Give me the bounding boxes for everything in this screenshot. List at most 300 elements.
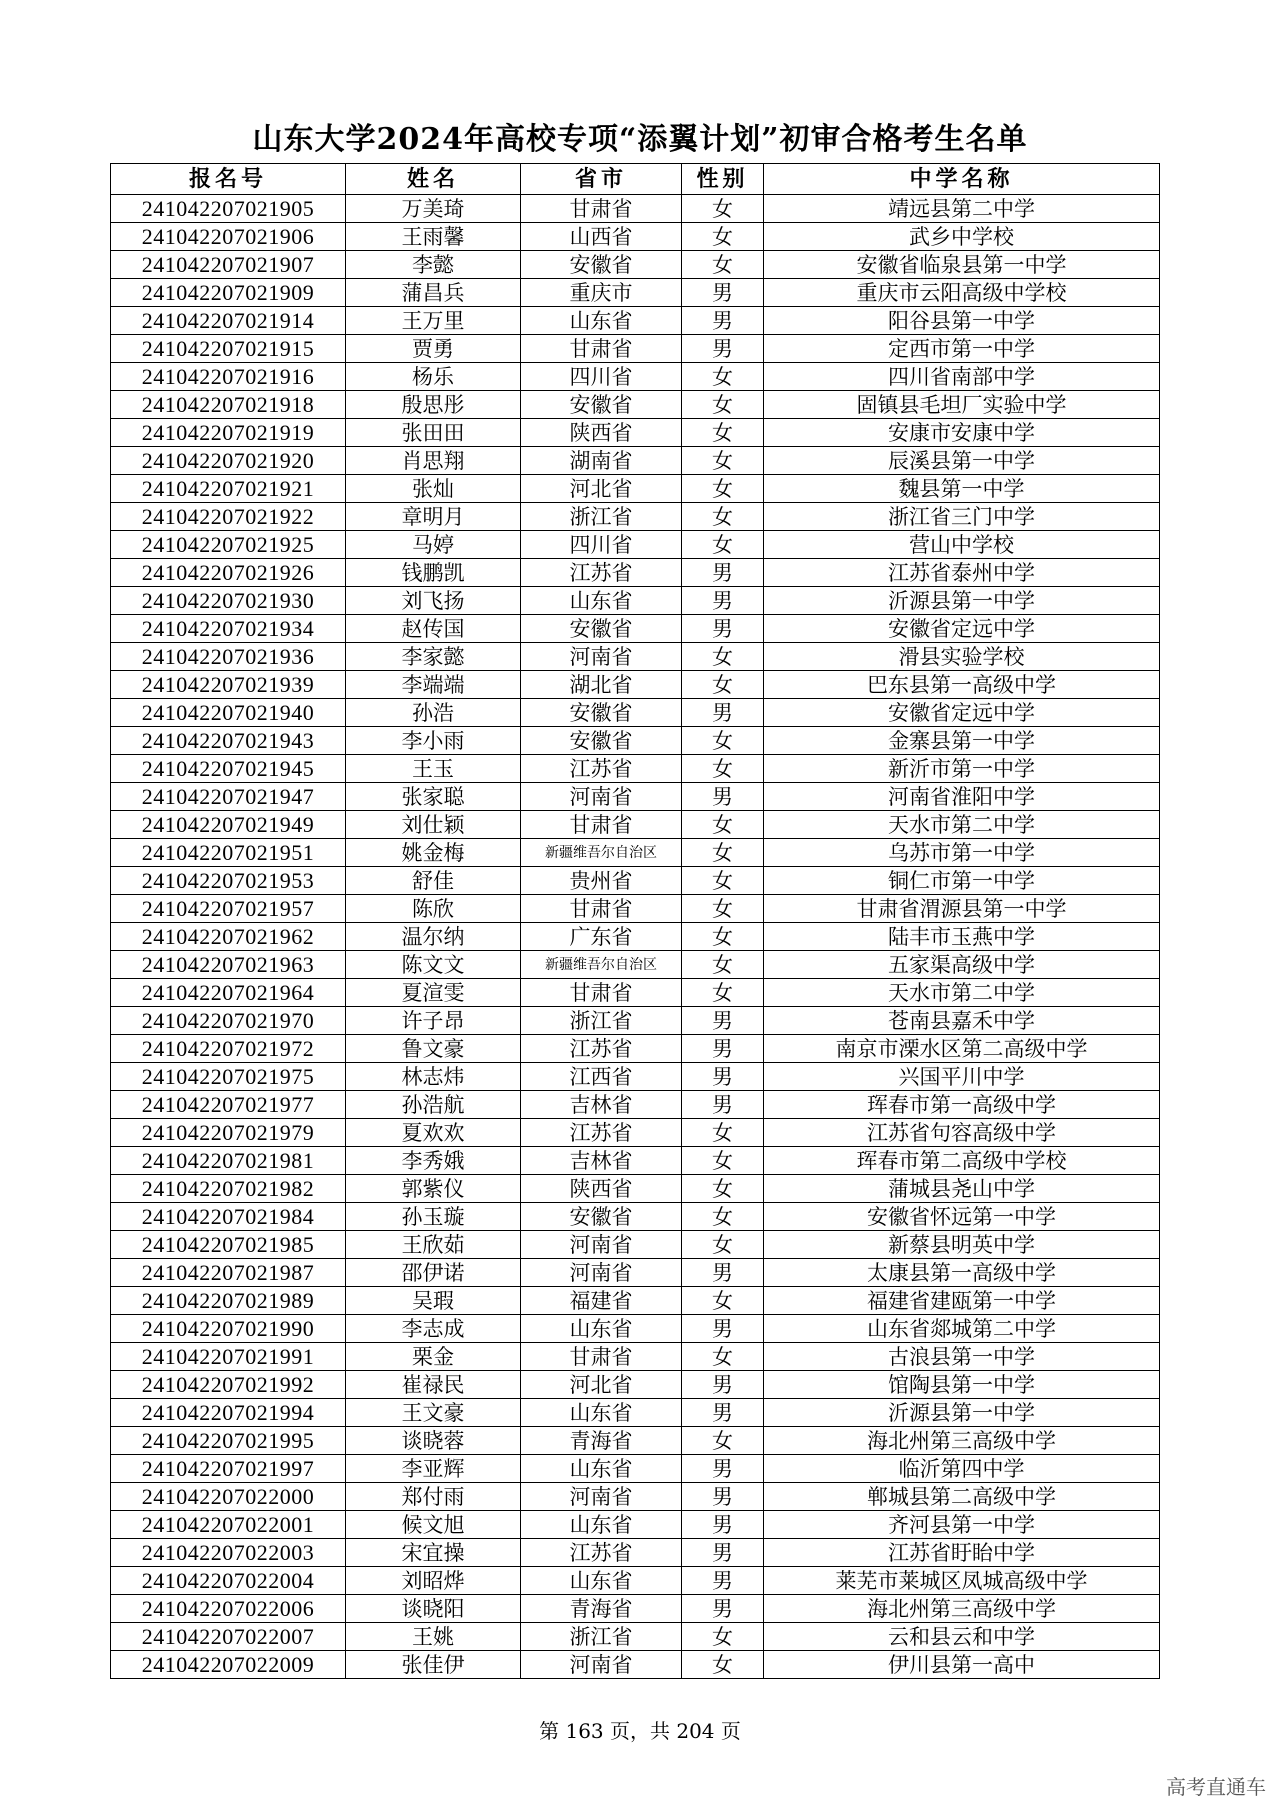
school-cell: 武乡中学校	[764, 223, 1160, 251]
school-cell: 郸城县第二高级中学	[764, 1483, 1160, 1511]
gender-cell: 女	[682, 951, 764, 979]
registration-no-cell: 241042207021945	[111, 755, 346, 783]
name-cell: 殷思彤	[346, 391, 521, 419]
registration-no-cell: 241042207021940	[111, 699, 346, 727]
table-row	[111, 1371, 1160, 1399]
name-cell: 张家聪	[346, 783, 521, 811]
registration-no-cell: 241042207021939	[111, 671, 346, 699]
gender-cell: 女	[682, 223, 764, 251]
name-cell: 郑付雨	[346, 1483, 521, 1511]
school-cell: 山东省郯城第二中学	[764, 1315, 1160, 1343]
gender-cell: 男	[682, 1399, 764, 1427]
table-row	[111, 1147, 1160, 1175]
name-cell: 吴瑕	[346, 1287, 521, 1315]
gender-cell: 女	[682, 979, 764, 1007]
name-cell: 谈晓蓉	[346, 1427, 521, 1455]
school-cell: 陆丰市玉燕中学	[764, 923, 1160, 951]
gender-cell: 女	[682, 755, 764, 783]
name-cell: 李懿	[346, 251, 521, 279]
school-cell: 伊川县第一高中	[764, 1651, 1160, 1679]
school-cell: 馆陶县第一中学	[764, 1371, 1160, 1399]
province-cell: 吉林省	[521, 1147, 682, 1175]
name-cell: 王姚	[346, 1623, 521, 1651]
name-cell: 钱鹏凯	[346, 559, 521, 587]
registration-no-cell: 241042207021995	[111, 1427, 346, 1455]
registration-no-cell: 241042207021957	[111, 895, 346, 923]
name-cell: 刘飞扬	[346, 587, 521, 615]
school-cell: 滑县实验学校	[764, 643, 1160, 671]
table-row	[111, 419, 1160, 447]
table-row	[111, 1007, 1160, 1035]
name-cell: 李家懿	[346, 643, 521, 671]
school-cell: 天水市第二中学	[764, 979, 1160, 1007]
province-cell: 山东省	[521, 1511, 682, 1539]
table-row	[111, 1567, 1160, 1595]
province-cell: 新疆维吾尔自治区	[521, 839, 682, 867]
table-row	[111, 867, 1160, 895]
school-cell: 莱芜市莱城区凤城高级中学	[764, 1567, 1160, 1595]
document-title: 山东大学2024年高校专项“添翼计划”初审合格考生名单	[252, 122, 1028, 157]
gender-cell: 女	[682, 503, 764, 531]
province-cell: 甘肃省	[521, 1343, 682, 1371]
table-row	[111, 391, 1160, 419]
name-cell: 王欣茹	[346, 1231, 521, 1259]
school-cell: 江苏省盱眙中学	[764, 1539, 1160, 1567]
province-cell: 山东省	[521, 587, 682, 615]
gender-cell: 男	[682, 1063, 764, 1091]
gender-cell: 男	[682, 559, 764, 587]
name-cell: 刘仕颖	[346, 811, 521, 839]
gender-cell: 女	[682, 671, 764, 699]
gender-cell: 女	[682, 531, 764, 559]
name-cell: 万美琦	[346, 195, 521, 223]
school-cell: 海北州第三高级中学	[764, 1595, 1160, 1623]
gender-cell: 女	[682, 1231, 764, 1259]
registration-no-cell: 241042207021975	[111, 1063, 346, 1091]
registration-no-cell: 241042207021906	[111, 223, 346, 251]
province-cell: 浙江省	[521, 503, 682, 531]
province-cell: 江苏省	[521, 1539, 682, 1567]
watermark: 高考直通车	[1166, 1775, 1266, 1799]
registration-no-cell: 241042207021951	[111, 839, 346, 867]
name-cell: 候文旭	[346, 1511, 521, 1539]
table-row	[111, 979, 1160, 1007]
table-row	[111, 1623, 1160, 1651]
school-cell: 乌苏市第一中学	[764, 839, 1160, 867]
school-cell: 安徽省临泉县第一中学	[764, 251, 1160, 279]
table-row	[111, 559, 1160, 587]
name-cell: 张田田	[346, 419, 521, 447]
registration-no-cell: 241042207021992	[111, 1371, 346, 1399]
province-cell: 安徽省	[521, 251, 682, 279]
registration-no-cell: 241042207022001	[111, 1511, 346, 1539]
school-cell: 魏县第一中学	[764, 475, 1160, 503]
name-cell: 李志成	[346, 1315, 521, 1343]
table-row	[111, 699, 1160, 727]
province-cell: 陕西省	[521, 1175, 682, 1203]
table-row	[111, 923, 1160, 951]
name-cell: 郭紫仪	[346, 1175, 521, 1203]
registration-no-cell: 241042207021963	[111, 951, 346, 979]
table-row	[111, 643, 1160, 671]
table-row	[111, 1119, 1160, 1147]
school-cell: 靖远县第二中学	[764, 195, 1160, 223]
province-cell: 山东省	[521, 307, 682, 335]
province-cell: 河南省	[521, 1483, 682, 1511]
column-header-name: 姓名	[346, 164, 521, 195]
gender-cell: 女	[682, 1427, 764, 1455]
name-cell: 杨乐	[346, 363, 521, 391]
gender-cell: 女	[682, 1343, 764, 1371]
table-row	[111, 951, 1160, 979]
registration-no-cell: 241042207021977	[111, 1091, 346, 1119]
registration-no-cell: 241042207022000	[111, 1483, 346, 1511]
registration-no-cell: 241042207021991	[111, 1343, 346, 1371]
gender-cell: 女	[682, 923, 764, 951]
gender-cell: 女	[682, 867, 764, 895]
school-cell: 太康县第一高级中学	[764, 1259, 1160, 1287]
province-cell: 河北省	[521, 475, 682, 503]
table-row	[111, 279, 1160, 307]
table-row	[111, 251, 1160, 279]
name-cell: 舒佳	[346, 867, 521, 895]
column-header-province: 省市	[521, 164, 682, 195]
table-row	[111, 1511, 1160, 1539]
gender-cell: 女	[682, 1175, 764, 1203]
school-cell: 河南省淮阳中学	[764, 783, 1160, 811]
registration-no-cell: 241042207021915	[111, 335, 346, 363]
school-cell: 新蔡县明英中学	[764, 1231, 1160, 1259]
table-row	[111, 1063, 1160, 1091]
province-cell: 甘肃省	[521, 979, 682, 1007]
province-cell: 贵州省	[521, 867, 682, 895]
gender-cell: 男	[682, 587, 764, 615]
name-cell: 蒲昌兵	[346, 279, 521, 307]
province-cell: 安徽省	[521, 727, 682, 755]
table-row	[111, 1343, 1160, 1371]
table-row	[111, 1315, 1160, 1343]
province-cell: 山东省	[521, 1455, 682, 1483]
school-cell: 古浪县第一中学	[764, 1343, 1160, 1371]
province-cell: 河南省	[521, 1231, 682, 1259]
school-cell: 五家渠高级中学	[764, 951, 1160, 979]
gender-cell: 男	[682, 1511, 764, 1539]
registration-no-cell: 241042207021905	[111, 195, 346, 223]
registration-no-cell: 241042207021962	[111, 923, 346, 951]
table-row	[111, 615, 1160, 643]
table-row	[111, 335, 1160, 363]
registration-no-cell: 241042207021970	[111, 1007, 346, 1035]
name-cell: 温尔纳	[346, 923, 521, 951]
name-cell: 陈欣	[346, 895, 521, 923]
registration-no-cell: 241042207021997	[111, 1455, 346, 1483]
province-cell: 甘肃省	[521, 195, 682, 223]
name-cell: 肖思翔	[346, 447, 521, 475]
name-cell: 张佳伊	[346, 1651, 521, 1679]
registration-no-cell: 241042207021918	[111, 391, 346, 419]
gender-cell: 女	[682, 1651, 764, 1679]
gender-cell: 男	[682, 1091, 764, 1119]
name-cell: 谈晓阳	[346, 1595, 521, 1623]
province-cell: 山东省	[521, 1315, 682, 1343]
school-cell: 定西市第一中学	[764, 335, 1160, 363]
province-cell: 山西省	[521, 223, 682, 251]
table-row	[111, 587, 1160, 615]
name-cell: 李小雨	[346, 727, 521, 755]
province-cell: 山东省	[521, 1399, 682, 1427]
registration-no-cell: 241042207021921	[111, 475, 346, 503]
registration-no-cell: 241042207021981	[111, 1147, 346, 1175]
table-row	[111, 811, 1160, 839]
province-cell: 江苏省	[521, 1035, 682, 1063]
registration-no-cell: 241042207022003	[111, 1539, 346, 1567]
table-row	[111, 1091, 1160, 1119]
province-cell: 吉林省	[521, 1091, 682, 1119]
gender-cell: 女	[682, 1203, 764, 1231]
school-cell: 南京市溧水区第二高级中学	[764, 1035, 1160, 1063]
gender-cell: 男	[682, 1539, 764, 1567]
school-cell: 巴东县第一高级中学	[764, 671, 1160, 699]
gender-cell: 男	[682, 335, 764, 363]
gender-cell: 男	[682, 615, 764, 643]
gender-cell: 男	[682, 1455, 764, 1483]
table-row	[111, 1651, 1160, 1679]
name-cell: 王玉	[346, 755, 521, 783]
gender-cell: 女	[682, 1119, 764, 1147]
registration-no-cell: 241042207021916	[111, 363, 346, 391]
table-row	[111, 447, 1160, 475]
column-header-gender: 性别	[682, 164, 764, 195]
registration-no-cell: 241042207021922	[111, 503, 346, 531]
school-cell: 兴国平川中学	[764, 1063, 1160, 1091]
gender-cell: 男	[682, 1315, 764, 1343]
registration-no-cell: 241042207022004	[111, 1567, 346, 1595]
school-cell: 安徽省怀远第一中学	[764, 1203, 1160, 1231]
table-row	[111, 895, 1160, 923]
school-cell: 珲春市第一高级中学	[764, 1091, 1160, 1119]
name-cell: 李端端	[346, 671, 521, 699]
school-cell: 安徽省定远中学	[764, 699, 1160, 727]
province-cell: 安徽省	[521, 615, 682, 643]
province-cell: 广东省	[521, 923, 682, 951]
province-cell: 四川省	[521, 531, 682, 559]
province-cell: 湖南省	[521, 447, 682, 475]
table-row	[111, 1259, 1160, 1287]
school-cell: 沂源县第一中学	[764, 1399, 1160, 1427]
gender-cell: 女	[682, 447, 764, 475]
province-cell: 甘肃省	[521, 335, 682, 363]
registration-no-cell: 241042207021987	[111, 1259, 346, 1287]
table-header-row	[111, 164, 1160, 195]
name-cell: 赵传国	[346, 615, 521, 643]
school-cell: 天水市第二中学	[764, 811, 1160, 839]
gender-cell: 男	[682, 1259, 764, 1287]
gender-cell: 女	[682, 251, 764, 279]
gender-cell: 男	[682, 1483, 764, 1511]
school-cell: 固镇县毛坦厂实验中学	[764, 391, 1160, 419]
table-row	[111, 1399, 1160, 1427]
table-row	[111, 363, 1160, 391]
school-cell: 齐河县第一中学	[764, 1511, 1160, 1539]
province-cell: 安徽省	[521, 391, 682, 419]
name-cell: 林志炜	[346, 1063, 521, 1091]
gender-cell: 男	[682, 1595, 764, 1623]
province-cell: 江西省	[521, 1063, 682, 1091]
name-cell: 邵伊诺	[346, 1259, 521, 1287]
gender-cell: 男	[682, 783, 764, 811]
province-cell: 河南省	[521, 1259, 682, 1287]
page-number: 第 163 页，共 204 页	[539, 1719, 741, 1743]
school-cell: 蒲城县尧山中学	[764, 1175, 1160, 1203]
gender-cell: 女	[682, 391, 764, 419]
name-cell: 夏欢欢	[346, 1119, 521, 1147]
gender-cell: 男	[682, 1371, 764, 1399]
name-cell: 马婷	[346, 531, 521, 559]
province-cell: 江苏省	[521, 559, 682, 587]
registration-no-cell: 241042207021994	[111, 1399, 346, 1427]
school-cell: 苍南县嘉禾中学	[764, 1007, 1160, 1035]
name-cell: 栗金	[346, 1343, 521, 1371]
registration-no-cell: 241042207021936	[111, 643, 346, 671]
registration-no-cell: 241042207021925	[111, 531, 346, 559]
province-cell: 河北省	[521, 1371, 682, 1399]
school-cell: 辰溪县第一中学	[764, 447, 1160, 475]
school-cell: 阳谷县第一中学	[764, 307, 1160, 335]
gender-cell: 男	[682, 279, 764, 307]
province-cell: 河南省	[521, 783, 682, 811]
table-row	[111, 503, 1160, 531]
gender-cell: 女	[682, 363, 764, 391]
table-body	[111, 195, 1160, 1679]
registration-no-cell: 241042207022009	[111, 1651, 346, 1679]
province-cell: 重庆市	[521, 279, 682, 307]
table-row	[111, 1287, 1160, 1315]
province-cell: 浙江省	[521, 1007, 682, 1035]
table-row	[111, 783, 1160, 811]
province-cell: 新疆维吾尔自治区	[521, 951, 682, 979]
gender-cell: 男	[682, 1007, 764, 1035]
registration-no-cell: 241042207021989	[111, 1287, 346, 1315]
name-cell: 许子昂	[346, 1007, 521, 1035]
registration-no-cell: 241042207021914	[111, 307, 346, 335]
candidate-table	[110, 163, 1160, 1679]
gender-cell: 女	[682, 727, 764, 755]
table-row	[111, 1595, 1160, 1623]
column-header-school: 中学名称	[764, 164, 1160, 195]
registration-no-cell: 241042207021982	[111, 1175, 346, 1203]
name-cell: 王万里	[346, 307, 521, 335]
name-cell: 崔禄民	[346, 1371, 521, 1399]
gender-cell: 男	[682, 1035, 764, 1063]
table-row	[111, 531, 1160, 559]
registration-no-cell: 241042207021964	[111, 979, 346, 1007]
province-cell: 陕西省	[521, 419, 682, 447]
registration-no-cell: 241042207021979	[111, 1119, 346, 1147]
name-cell: 李亚辉	[346, 1455, 521, 1483]
table-row	[111, 1175, 1160, 1203]
registration-no-cell: 241042207021907	[111, 251, 346, 279]
school-cell: 重庆市云阳高级中学校	[764, 279, 1160, 307]
province-cell: 甘肃省	[521, 895, 682, 923]
registration-no-cell: 241042207021985	[111, 1231, 346, 1259]
school-cell: 营山中学校	[764, 531, 1160, 559]
table-row	[111, 839, 1160, 867]
province-cell: 山东省	[521, 1567, 682, 1595]
school-cell: 新沂市第一中学	[764, 755, 1160, 783]
province-cell: 甘肃省	[521, 811, 682, 839]
table-row	[111, 671, 1160, 699]
table-row	[111, 1231, 1160, 1259]
gender-cell: 男	[682, 307, 764, 335]
name-cell: 章明月	[346, 503, 521, 531]
school-cell: 海北州第三高级中学	[764, 1427, 1160, 1455]
registration-no-cell: 241042207021919	[111, 419, 346, 447]
school-cell: 福建省建瓯第一中学	[764, 1287, 1160, 1315]
province-cell: 福建省	[521, 1287, 682, 1315]
school-cell: 浙江省三门中学	[764, 503, 1160, 531]
registration-no-cell: 241042207021934	[111, 615, 346, 643]
school-cell: 江苏省泰州中学	[764, 559, 1160, 587]
school-cell: 云和县云和中学	[764, 1623, 1160, 1651]
province-cell: 湖北省	[521, 671, 682, 699]
school-cell: 临沂第四中学	[764, 1455, 1160, 1483]
table-row	[111, 1203, 1160, 1231]
gender-cell: 女	[682, 475, 764, 503]
table-row	[111, 307, 1160, 335]
gender-cell: 女	[682, 643, 764, 671]
gender-cell: 男	[682, 699, 764, 727]
name-cell: 张灿	[346, 475, 521, 503]
table-row	[111, 755, 1160, 783]
registration-no-cell: 241042207022007	[111, 1623, 346, 1651]
registration-no-cell: 241042207022006	[111, 1595, 346, 1623]
registration-no-cell: 241042207021926	[111, 559, 346, 587]
province-cell: 四川省	[521, 363, 682, 391]
name-cell: 孙浩航	[346, 1091, 521, 1119]
registration-no-cell: 241042207021949	[111, 811, 346, 839]
name-cell: 贾勇	[346, 335, 521, 363]
registration-no-cell: 241042207021990	[111, 1315, 346, 1343]
registration-no-cell: 241042207021953	[111, 867, 346, 895]
table-row	[111, 727, 1160, 755]
gender-cell: 女	[682, 839, 764, 867]
province-cell: 浙江省	[521, 1623, 682, 1651]
name-cell: 夏渲雯	[346, 979, 521, 1007]
school-cell: 沂源县第一中学	[764, 587, 1160, 615]
name-cell: 姚金梅	[346, 839, 521, 867]
table-row	[111, 475, 1160, 503]
registration-no-cell: 241042207021943	[111, 727, 346, 755]
school-cell: 安徽省定远中学	[764, 615, 1160, 643]
name-cell: 陈文文	[346, 951, 521, 979]
table-row	[111, 1455, 1160, 1483]
province-cell: 青海省	[521, 1427, 682, 1455]
name-cell: 孙玉璇	[346, 1203, 521, 1231]
school-cell: 铜仁市第一中学	[764, 867, 1160, 895]
name-cell: 王文豪	[346, 1399, 521, 1427]
registration-no-cell: 241042207021909	[111, 279, 346, 307]
school-cell: 江苏省句容高级中学	[764, 1119, 1160, 1147]
gender-cell: 女	[682, 895, 764, 923]
province-cell: 青海省	[521, 1595, 682, 1623]
table-row	[111, 1427, 1160, 1455]
gender-cell: 女	[682, 1623, 764, 1651]
gender-cell: 女	[682, 195, 764, 223]
name-cell: 鲁文豪	[346, 1035, 521, 1063]
table-row	[111, 1035, 1160, 1063]
gender-cell: 女	[682, 811, 764, 839]
province-cell: 安徽省	[521, 699, 682, 727]
